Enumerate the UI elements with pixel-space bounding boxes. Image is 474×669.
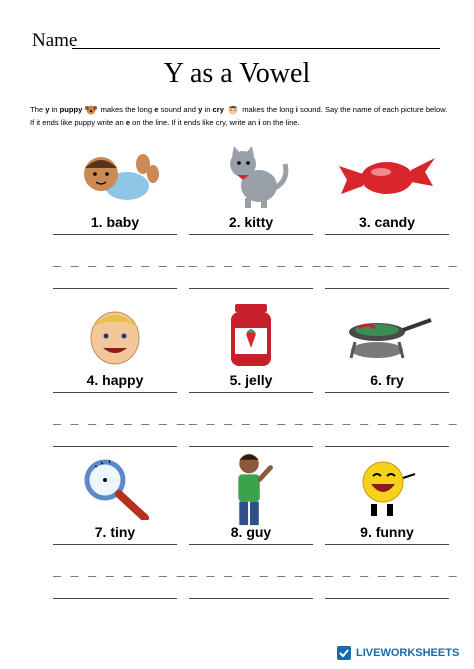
answer-line[interactable] bbox=[189, 598, 313, 599]
crying-child-icon bbox=[226, 104, 240, 116]
answer-line[interactable] bbox=[189, 288, 313, 289]
item-happy bbox=[53, 302, 188, 462]
answer-dashes[interactable]: _ _ _ _ _ _ _ _ bbox=[53, 410, 188, 426]
puppy-icon bbox=[84, 104, 98, 116]
label-underline bbox=[53, 234, 177, 235]
happy-face-icon bbox=[65, 302, 165, 368]
answer-line[interactable] bbox=[53, 288, 177, 289]
answer-dashes[interactable]: _ _ _ _ _ _ _ _ bbox=[325, 562, 460, 578]
item-label: 3. candy bbox=[358, 214, 416, 230]
label-underline bbox=[189, 234, 313, 235]
guy-icon bbox=[201, 450, 301, 528]
item-funny bbox=[325, 454, 460, 614]
answer-line[interactable] bbox=[53, 446, 177, 447]
item-label: 2. kitty bbox=[228, 214, 274, 230]
baby-icon bbox=[65, 144, 165, 210]
answer-dashes[interactable]: _ _ _ _ _ _ _ _ bbox=[189, 562, 324, 578]
item-tiny bbox=[53, 454, 188, 614]
answer-dashes[interactable]: _ _ _ _ _ _ _ _ bbox=[189, 410, 324, 426]
name-input-line[interactable] bbox=[72, 48, 440, 49]
frying-pan-icon bbox=[337, 302, 437, 368]
label-underline bbox=[53, 544, 177, 545]
answer-line[interactable] bbox=[53, 598, 177, 599]
item-kitty bbox=[189, 144, 324, 304]
item-guy bbox=[189, 454, 324, 614]
liveworksheets-logo-icon bbox=[336, 645, 352, 661]
item-candy bbox=[325, 144, 460, 304]
footer-brand: LIVEWORKSHEETS bbox=[356, 647, 460, 659]
name-row bbox=[32, 30, 440, 52]
item-label: 4. happy bbox=[86, 372, 144, 388]
answer-dashes[interactable]: _ _ _ _ _ _ _ _ bbox=[189, 252, 324, 268]
jelly-jar-icon bbox=[201, 302, 301, 368]
item-baby bbox=[53, 144, 188, 304]
label-underline bbox=[325, 392, 449, 393]
label-underline bbox=[189, 392, 313, 393]
label-underline bbox=[325, 544, 449, 545]
worksheet-title: Y as a Vowel bbox=[163, 58, 311, 89]
answer-dashes[interactable]: _ _ _ _ _ _ _ _ bbox=[325, 252, 460, 268]
kitty-icon bbox=[201, 144, 301, 210]
label-underline bbox=[189, 544, 313, 545]
item-label: 1. baby bbox=[90, 214, 140, 230]
instructions: The y in puppy makes the long e sound and y in cry makes the long i sound. Say the name of each picture below. If it ends like puppy write an e on the line. If it ends like cry, write an i on the line. bbox=[30, 105, 448, 127]
label-underline bbox=[325, 234, 449, 235]
item-label: 5. jelly bbox=[229, 372, 273, 388]
item-label: 8. guy bbox=[230, 524, 272, 540]
answer-dashes[interactable]: _ _ _ _ _ _ _ _ bbox=[53, 252, 188, 268]
answer-dashes[interactable]: _ _ _ _ _ _ _ _ bbox=[53, 562, 188, 578]
item-jelly bbox=[189, 302, 324, 462]
candy-icon bbox=[337, 144, 437, 210]
answer-dashes[interactable]: _ _ _ _ _ _ _ _ bbox=[325, 410, 460, 426]
item-label: 9. funny bbox=[360, 524, 414, 540]
item-fry bbox=[325, 302, 460, 462]
item-label: 7. tiny bbox=[94, 524, 136, 540]
label-underline bbox=[53, 392, 177, 393]
answer-line[interactable] bbox=[325, 598, 449, 599]
liveworksheets-badge bbox=[336, 643, 466, 663]
answer-line[interactable] bbox=[325, 288, 449, 289]
magnifying-glass-icon bbox=[65, 454, 165, 520]
answer-line[interactable] bbox=[325, 446, 449, 447]
laughing-face-icon bbox=[337, 454, 437, 520]
name-label: Name bbox=[32, 30, 78, 51]
answer-line[interactable] bbox=[189, 446, 313, 447]
item-label: 6. fry bbox=[370, 372, 404, 388]
